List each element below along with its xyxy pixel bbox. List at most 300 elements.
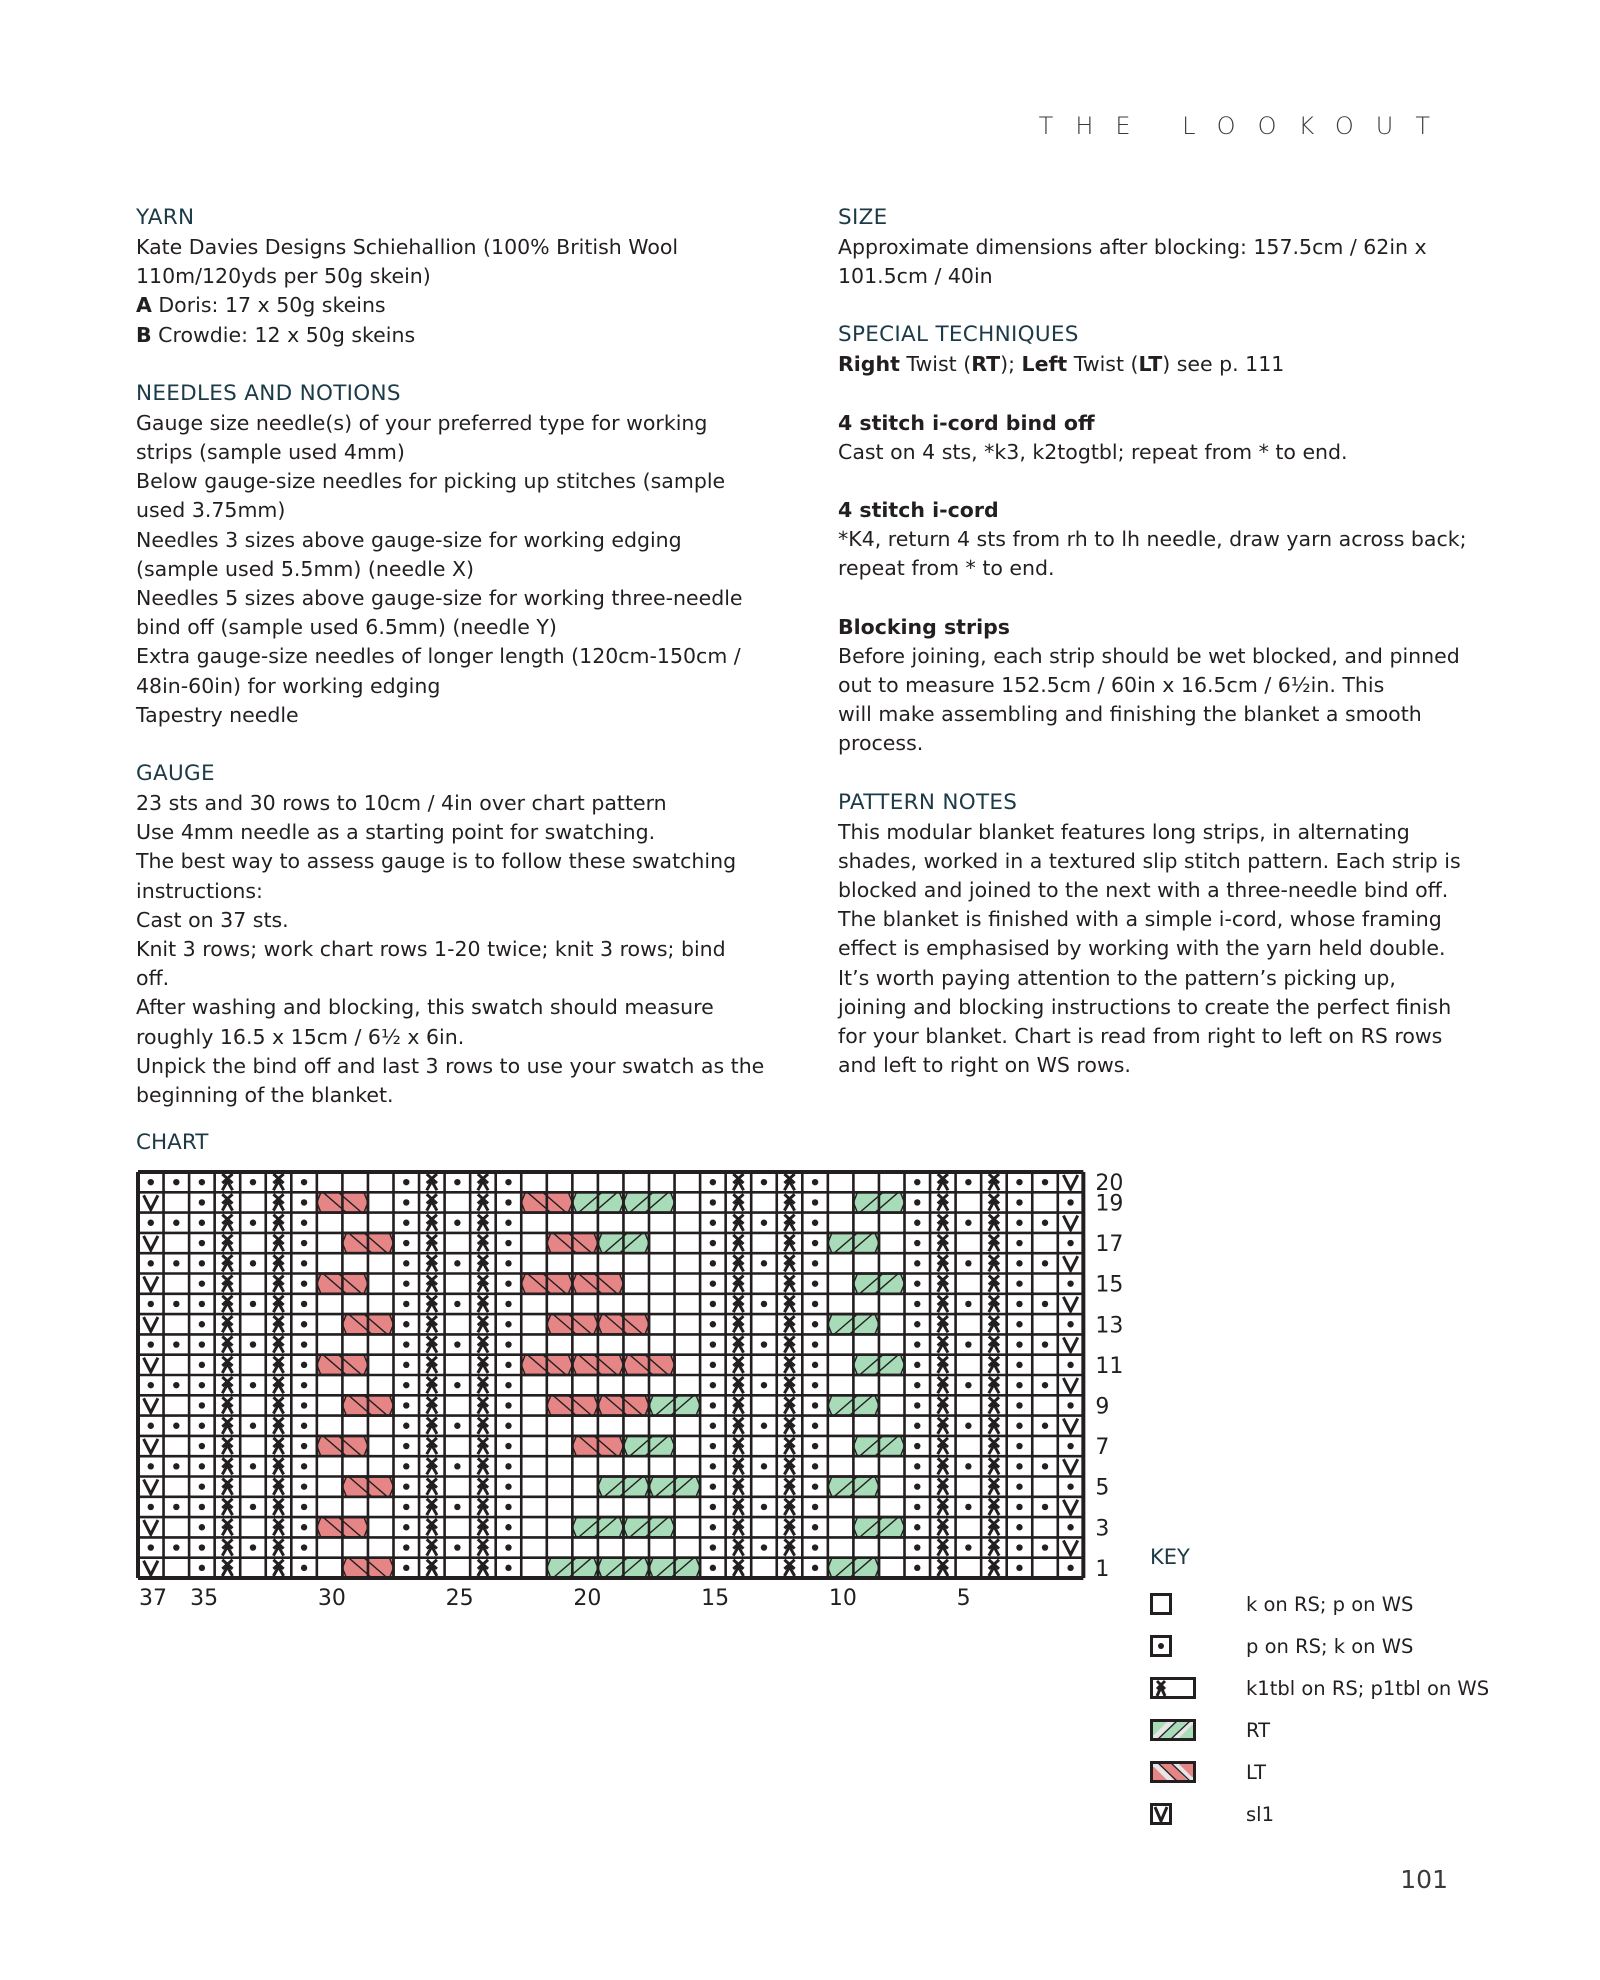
purl-dot-icon <box>812 1240 818 1246</box>
purl-dot-icon <box>301 1341 307 1347</box>
purl-dot-icon <box>1067 1483 1073 1489</box>
purl-dot-icon <box>301 1301 307 1307</box>
key-item <box>1150 1583 1489 1625</box>
purl-dot-icon <box>199 1565 205 1571</box>
line-text: The blanket is finished with a simple i-cord, whose framing <box>838 907 1442 932</box>
body-line <box>838 554 1478 583</box>
key-title: KEY <box>1150 1545 1190 1569</box>
chart-cell <box>342 1213 368 1233</box>
purl-dot-icon <box>710 1544 716 1550</box>
purl-dot-icon <box>1067 1321 1073 1327</box>
line-text: Before joining, each strip should be wet blocked, and pinned <box>838 643 1460 668</box>
chart-cell <box>521 1314 547 1334</box>
purl-dot-icon <box>403 1402 409 1408</box>
purl-dot-icon <box>965 1463 971 1469</box>
purl-dot-icon <box>505 1544 511 1550</box>
purl-dot-icon <box>454 1260 460 1266</box>
chart-cell <box>1032 1314 1058 1334</box>
body-line <box>136 321 766 350</box>
purl-dot-icon <box>403 1199 409 1205</box>
chart-cell <box>342 1334 368 1354</box>
body-line <box>838 876 1478 905</box>
chart-cell <box>675 1497 701 1517</box>
purl-dot-icon <box>812 1402 818 1408</box>
purl-dot-icon <box>710 1199 716 1205</box>
chart-cell <box>1032 1436 1058 1456</box>
chart-cell <box>828 1253 854 1273</box>
purl-dot-icon <box>403 1382 409 1388</box>
section-subheading: Blocking strips <box>838 614 1010 639</box>
purl-dot-icon <box>199 1280 205 1286</box>
chart-cell <box>164 1192 190 1212</box>
purl-dot-icon <box>301 1382 307 1388</box>
purl-dot-icon <box>199 1483 205 1489</box>
chart-cell <box>853 1294 879 1314</box>
purl-dot-icon <box>914 1382 920 1388</box>
purl-dot-icon <box>710 1402 716 1408</box>
purl-dot-icon <box>173 1301 179 1307</box>
purl-dot-icon <box>710 1220 716 1226</box>
chart-cell <box>828 1274 854 1294</box>
purl-dot-icon <box>710 1423 716 1429</box>
chart-cell <box>598 1334 624 1354</box>
body-line <box>838 847 1478 876</box>
body-line <box>136 1081 766 1110</box>
chart-cell <box>547 1294 573 1314</box>
chart-cell <box>751 1436 777 1456</box>
purl-dot-icon <box>761 1463 767 1469</box>
purl-dot-icon <box>1016 1341 1022 1347</box>
body-line <box>136 526 766 555</box>
purl-dot-icon <box>454 1544 460 1550</box>
chart-cell <box>598 1294 624 1314</box>
purl-dot-icon <box>914 1220 920 1226</box>
chart-cell <box>342 1253 368 1273</box>
chart-cell <box>828 1537 854 1557</box>
section-heading: SIZE <box>838 205 888 230</box>
chart-cell <box>879 1477 905 1497</box>
purl-dot-icon <box>710 1483 716 1489</box>
chart-cell <box>521 1456 547 1476</box>
chart-cell <box>164 1436 190 1456</box>
chart-cell <box>879 1558 905 1578</box>
key-label: k1tbl on RS; p1tbl on WS <box>1246 1676 1490 1700</box>
chart-cell <box>572 1375 598 1395</box>
chart-cell <box>879 1537 905 1557</box>
purl-dot-icon <box>148 1301 154 1307</box>
chart-cell <box>317 1395 343 1415</box>
chart-cell <box>598 1375 624 1395</box>
purl-dot-icon <box>505 1504 511 1510</box>
purl-dot-icon <box>914 1199 920 1205</box>
purl-dot-icon <box>1016 1240 1022 1246</box>
line-text: joining and blocking instructions to create the perfect finish <box>838 994 1452 1019</box>
purl-dot-icon <box>1067 1362 1073 1368</box>
purl-dot-icon <box>914 1504 920 1510</box>
line-text: Kate Davies Designs Schiehallion (100% British Wool <box>136 235 679 259</box>
chart-cell <box>623 1213 649 1233</box>
purl-dot-icon <box>173 1463 179 1469</box>
purl-dot-icon <box>454 1220 460 1226</box>
row-label: 11 <box>1095 1353 1124 1379</box>
purl-dot-icon <box>710 1382 716 1388</box>
purl-dot-icon <box>250 1382 256 1388</box>
line-text: 48in-60in) for working edging <box>136 673 441 698</box>
purl-dot-icon <box>812 1362 818 1368</box>
purl-dot-icon <box>199 1260 205 1266</box>
purl-dot-icon <box>1042 1504 1048 1510</box>
purl-dot-icon <box>403 1321 409 1327</box>
chart-cell <box>828 1213 854 1233</box>
purl-dot-icon <box>505 1260 511 1266</box>
chart-cell <box>879 1253 905 1273</box>
purl-dot-icon <box>1016 1179 1022 1185</box>
line-text: Approximate dimensions after blocking: 157.5cm / 62in x <box>838 235 1427 259</box>
purl-dot-icon <box>301 1260 307 1266</box>
chart-cell <box>879 1334 905 1354</box>
purl-dot-icon <box>710 1341 716 1347</box>
bold-prefix: B <box>136 322 152 347</box>
stitch-label: 10 <box>828 1586 857 1611</box>
chart-cell <box>623 1334 649 1354</box>
purl-dot-icon <box>250 1260 256 1266</box>
chart-cell <box>572 1537 598 1557</box>
chart-cell <box>368 1213 394 1233</box>
purl-dot-icon <box>250 1504 256 1510</box>
body-line <box>838 934 1478 963</box>
key-label: RT <box>1246 1718 1271 1742</box>
chart-cell <box>342 1456 368 1476</box>
right-column <box>838 203 1478 1109</box>
chart-cell <box>342 1172 368 1192</box>
purl-dot-icon <box>914 1565 920 1571</box>
section-subheading: 4 stitch i-cord <box>838 498 999 523</box>
chart-cell <box>368 1192 394 1212</box>
purl-dot-icon <box>505 1280 511 1286</box>
chart-cell <box>1032 1192 1058 1212</box>
purl-dot-icon <box>301 1220 307 1226</box>
chart-cell <box>317 1172 343 1192</box>
purl-dot-icon <box>965 1504 971 1510</box>
purl-dot-icon <box>1016 1443 1022 1449</box>
line-text: Gauge size needle(s) of your preferred type for working <box>136 410 708 435</box>
chart-cell <box>649 1213 675 1233</box>
chart-cell <box>879 1294 905 1314</box>
chart-cell <box>751 1558 777 1578</box>
chart-cell <box>368 1517 394 1537</box>
body-line <box>838 525 1478 554</box>
chart-cell <box>956 1395 982 1415</box>
chart-cell <box>572 1172 598 1192</box>
purl-dot-icon <box>148 1220 154 1226</box>
chart-cell <box>956 1355 982 1375</box>
line-text: used 3.75mm) <box>136 498 286 523</box>
purl-dot-icon <box>1016 1504 1022 1510</box>
chart-cell <box>240 1233 266 1253</box>
purl-dot-icon <box>403 1544 409 1550</box>
purl-dot-icon <box>761 1179 767 1185</box>
purl-dot-icon <box>199 1301 205 1307</box>
chart-cell <box>240 1558 266 1578</box>
purl-dot-icon <box>1042 1341 1048 1347</box>
body-line <box>136 291 766 320</box>
purl-dot-icon <box>1042 1463 1048 1469</box>
chart-cell <box>649 1314 675 1334</box>
chart-cell <box>879 1395 905 1415</box>
chart-cell <box>675 1334 701 1354</box>
chart-cell <box>445 1436 471 1456</box>
purl-dot-icon <box>403 1341 409 1347</box>
purl-dot-icon <box>403 1483 409 1489</box>
purl-dot-icon <box>1042 1220 1048 1226</box>
chart-cell <box>675 1253 701 1273</box>
chart-cell <box>956 1436 982 1456</box>
key-item <box>1150 1751 1489 1793</box>
slip-stitch-icon <box>1150 1800 1206 1828</box>
chart-cell <box>317 1314 343 1334</box>
chart-cell <box>828 1436 854 1456</box>
line-text: After washing and blocking, this swatch should measure <box>136 995 714 1020</box>
purl-dot-icon <box>812 1301 818 1307</box>
purl-dot-icon <box>1016 1382 1022 1388</box>
chart-cell <box>675 1294 701 1314</box>
purl-dot-icon <box>505 1423 511 1429</box>
line-text: will make assembling and finishing the blanket a smooth <box>838 702 1422 727</box>
purl-dot-icon <box>1016 1402 1022 1408</box>
purl-dot-icon <box>1067 1199 1073 1205</box>
line-text: Tapestry needle <box>136 702 299 727</box>
purl-dot-icon <box>1016 1524 1022 1530</box>
section <box>838 203 1478 291</box>
line-text: Cast on 4 sts, *k3, k2togtbl; repeat from * to end. <box>838 439 1348 464</box>
purl-dot-icon <box>1016 1362 1022 1368</box>
purl-dot-icon <box>812 1544 818 1550</box>
chart-cell <box>751 1274 777 1294</box>
line-text: process. <box>838 731 924 756</box>
knit-square-icon <box>1150 1590 1206 1618</box>
chart-cell <box>547 1253 573 1273</box>
purl-dot-icon <box>1067 1565 1073 1571</box>
purl-dot-icon <box>812 1341 818 1347</box>
chart-cell <box>598 1416 624 1436</box>
purl-dot-icon <box>761 1341 767 1347</box>
purl-dot-icon <box>710 1301 716 1307</box>
chart-cell <box>547 1436 573 1456</box>
chart-cell <box>368 1375 394 1395</box>
purl-dot-icon <box>1067 1443 1073 1449</box>
purl-dot-icon <box>1067 1240 1073 1246</box>
chart-cell <box>547 1172 573 1192</box>
purl-dot-icon <box>454 1382 460 1388</box>
chart-cell <box>853 1375 879 1395</box>
purl-dot-icon <box>148 1504 154 1510</box>
purl-dot-icon <box>250 1341 256 1347</box>
body-line <box>136 877 766 906</box>
row-label: 9 <box>1095 1394 1110 1420</box>
body-line <box>136 642 766 671</box>
purl-dot-icon <box>250 1463 256 1469</box>
purl-dot-icon <box>199 1362 205 1368</box>
purl-dot-icon <box>403 1362 409 1368</box>
purl-dot-icon <box>403 1463 409 1469</box>
chart-cell <box>368 1172 394 1192</box>
chart-cell <box>853 1456 879 1476</box>
body-line <box>136 818 766 847</box>
purl-dot-icon <box>812 1260 818 1266</box>
purl-dot-icon <box>812 1483 818 1489</box>
purl-dot-icon <box>199 1423 205 1429</box>
body-line <box>838 818 1478 847</box>
section <box>136 379 766 730</box>
chart-cell <box>521 1537 547 1557</box>
section <box>838 320 1478 379</box>
purl-dot-icon <box>914 1483 920 1489</box>
purl-dot-icon <box>1042 1260 1048 1266</box>
purl-dot-icon <box>199 1240 205 1246</box>
chart-cell <box>547 1537 573 1557</box>
purl-dot-icon <box>1067 1280 1073 1286</box>
chart-cell <box>547 1517 573 1537</box>
line-text: Use 4mm needle as a starting point for swatching. <box>136 820 656 845</box>
purl-dot-icon <box>148 1382 154 1388</box>
chart-cell <box>956 1274 982 1294</box>
purl-dot-icon <box>403 1504 409 1510</box>
chart-cell <box>879 1213 905 1233</box>
line-text: out to measure 152.5cm / 60in x 16.5cm / 6½in. This <box>838 673 1385 698</box>
chart-cell <box>317 1558 343 1578</box>
chart-cell <box>547 1456 573 1476</box>
purl-dot-icon <box>199 1199 205 1205</box>
purl-dot-icon <box>148 1463 154 1469</box>
chart-cell <box>521 1375 547 1395</box>
purl-dot-icon <box>1016 1463 1022 1469</box>
chart-cell <box>1032 1274 1058 1294</box>
purl-dot-icon <box>403 1260 409 1266</box>
line-text: Extra gauge-size needles of longer length (120cm-150cm / <box>136 644 741 669</box>
key-item <box>1150 1709 1489 1751</box>
chart-cell <box>445 1192 471 1212</box>
purl-dot-icon <box>914 1341 920 1347</box>
purl-dot-icon <box>1016 1544 1022 1550</box>
purl-dot-icon <box>454 1301 460 1307</box>
purl-dot-icon <box>914 1463 920 1469</box>
purl-dot-icon <box>148 1341 154 1347</box>
purl-dot-icon <box>301 1321 307 1327</box>
chart-cell <box>342 1537 368 1557</box>
line-text: (sample used 5.5mm) (needle X) <box>136 556 475 581</box>
chart-cell <box>751 1314 777 1334</box>
chart-cell <box>623 1294 649 1314</box>
purl-dot-icon <box>199 1524 205 1530</box>
chart-cell <box>675 1375 701 1395</box>
line-text: off. <box>136 966 170 991</box>
chart-cell <box>240 1355 266 1375</box>
chart-cell <box>623 1416 649 1436</box>
chart-cell <box>1032 1233 1058 1253</box>
chart-cell <box>598 1253 624 1273</box>
chart-cell <box>164 1517 190 1537</box>
chart-cell <box>368 1294 394 1314</box>
chart-cell <box>317 1253 343 1273</box>
chart-cell <box>598 1172 624 1192</box>
chart-cell <box>879 1314 905 1334</box>
line-text: beginning of the blanket. <box>136 1083 394 1108</box>
line-text: bind off (sample used 6.5mm) (needle Y) <box>136 615 557 640</box>
purl-dot-icon <box>710 1260 716 1266</box>
stitch-label: 35 <box>190 1586 219 1611</box>
chart-cell <box>521 1395 547 1415</box>
section-heading: YARN <box>136 205 195 230</box>
chart-cell <box>445 1274 471 1294</box>
body-line <box>136 438 766 467</box>
purl-dot-icon <box>965 1382 971 1388</box>
body-line <box>838 905 1478 934</box>
purl-dot-icon <box>761 1544 767 1550</box>
purl-dot-icon <box>914 1402 920 1408</box>
purl-dot-icon <box>812 1280 818 1286</box>
chart-cell <box>445 1355 471 1375</box>
chart-cell <box>547 1375 573 1395</box>
purl-dot-icon <box>914 1321 920 1327</box>
purl-dot-icon <box>812 1382 818 1388</box>
row-label: 13 <box>1095 1313 1124 1339</box>
chart-cell <box>956 1477 982 1497</box>
chart-cell <box>572 1497 598 1517</box>
line-text: shades, worked in a textured slip stitch pattern. Each strip is <box>838 848 1461 873</box>
chart-cell <box>164 1233 190 1253</box>
chart-cell <box>572 1213 598 1233</box>
chart-cell <box>828 1294 854 1314</box>
line-text: Knit 3 rows; work chart rows 1-20 twice; knit 3 rows; bind <box>136 937 726 962</box>
chart-cell <box>317 1537 343 1557</box>
purl-dot-icon <box>965 1220 971 1226</box>
purl-dot-icon <box>1016 1483 1022 1489</box>
purl-dot-icon <box>1016 1565 1022 1571</box>
chart-cell <box>1032 1558 1058 1578</box>
section-subheading: 4 stitch i-cord bind off <box>838 410 1095 435</box>
chart-cell <box>853 1537 879 1557</box>
row-label: 15 <box>1095 1272 1124 1298</box>
purl-dot-icon <box>301 1524 307 1530</box>
chart-cell <box>956 1233 982 1253</box>
body-line <box>838 729 1478 758</box>
chart-cell <box>240 1314 266 1334</box>
purl-dot-icon <box>403 1301 409 1307</box>
purl-dot-icon <box>199 1341 205 1347</box>
chart-cell <box>675 1456 701 1476</box>
chart-cell <box>164 1355 190 1375</box>
chart-cell <box>751 1477 777 1497</box>
chart-cell <box>1032 1355 1058 1375</box>
purl-dot-icon <box>173 1179 179 1185</box>
purl-dot-icon <box>1016 1423 1022 1429</box>
chart-cell <box>879 1375 905 1395</box>
purl-dot-icon <box>1042 1382 1048 1388</box>
section <box>838 788 1478 1081</box>
purl-dot-icon <box>301 1362 307 1368</box>
key-label: p on RS; k on WS <box>1246 1634 1414 1658</box>
chart-cell <box>521 1436 547 1456</box>
chart-cell <box>521 1233 547 1253</box>
purl-dot-icon <box>199 1402 205 1408</box>
line-text: 23 sts and 30 rows to 10cm / 4in over chart pattern <box>136 791 667 816</box>
section <box>136 203 766 350</box>
purl-dot-icon <box>148 1423 154 1429</box>
section-heading: SPECIAL TECHNIQUES <box>838 322 1079 348</box>
section-heading: NEEDLES AND NOTIONS <box>136 380 401 406</box>
line-text: blocked and joined to the next with a three-needle bind off. <box>838 878 1449 903</box>
row-label: 3 <box>1095 1516 1110 1542</box>
